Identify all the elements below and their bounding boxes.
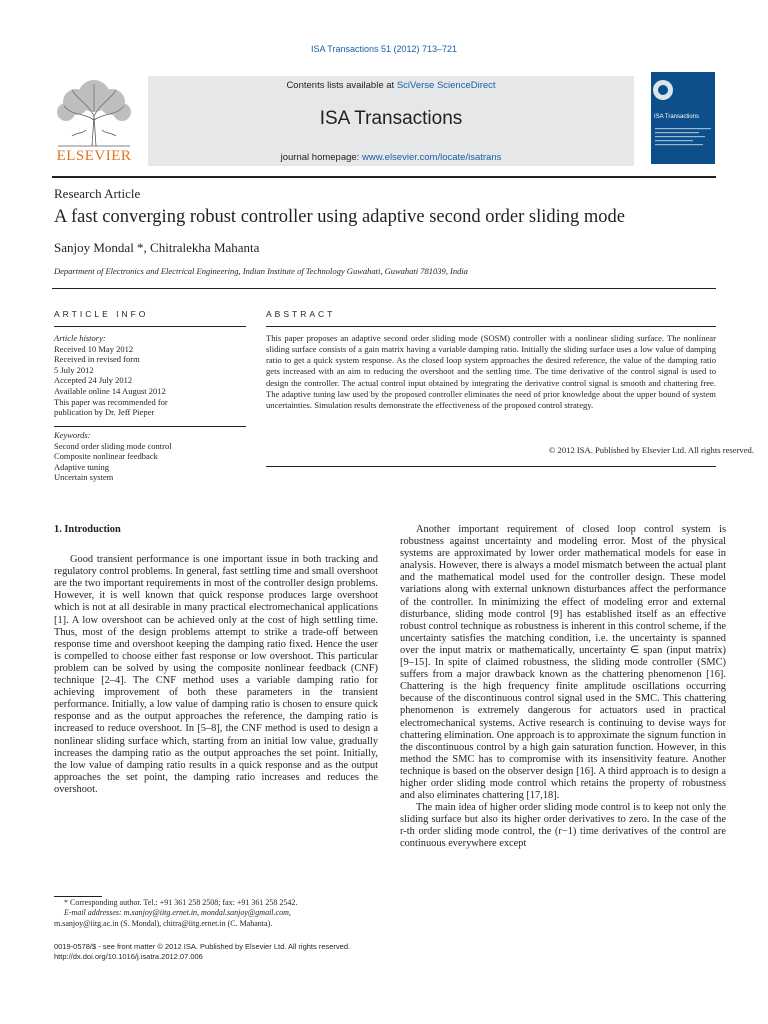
homepage-line <box>148 152 634 163</box>
homepage-prefix: journal homepage: <box>280 152 362 163</box>
abstract-heading: ABSTRACT <box>266 309 336 319</box>
author-affiliation: Department of Electronics and Electrical Engineering, Indian Institute of Technology Guwahati, Guwahati 781039, India <box>54 266 468 276</box>
keyword-item: Uncertain system <box>54 472 114 483</box>
sciencedirect-link[interactable]: SciVerse ScienceDirect <box>396 80 496 91</box>
contents-prefix: Contents lists available at <box>286 80 397 91</box>
history-item: 5 July 2012 <box>54 364 94 375</box>
history-label: Article history: <box>54 333 106 343</box>
title-divider <box>52 288 716 289</box>
history-item: Received 10 May 2012 <box>54 343 134 354</box>
keywords-divider <box>54 426 246 427</box>
journal-reference[interactable]: ISA Transactions 51 (2012) 713–721 <box>310 44 458 54</box>
abstract-text: This paper proposes an adaptive second order sliding mode (SOSM) controller with a nonlinear sliding surface. The nonlinear sliding surface consists of a gain matrix having a variable damping ratio. Initially the sliding surface uses a low value of damping ratio to get a quick system response. As the closed loop system approaches the desired reference, the value of the damping ratio gets increased with an aim to reducing the overshoot and the settling time. The time derivative of the control signal is used to design the controller. The actual control input obtained by integrating the derivative control signal is smooth and chattering free. The adaptive tuning law used by the proposed controller eliminates the need of prior knowledge about the upper bound of system uncertainties. Simulation results demonstrate the effectiveness of the proposed control strategy. <box>266 333 716 410</box>
article-info-divider <box>54 326 246 327</box>
contents-line <box>148 80 634 91</box>
introduction-heading: 1. Introduction <box>54 524 121 535</box>
author-list: Sanjoy Mondal *, Chitralekha Mahanta <box>54 240 260 255</box>
abstract-bottom-divider <box>266 466 716 467</box>
cover-title: ISA Transactions <box>654 114 700 120</box>
front-matter-info <box>54 942 474 963</box>
left-column <box>54 524 378 796</box>
keyword-item: Composite nonlinear feedback <box>54 451 158 462</box>
keywords-label: Keywords: <box>54 430 91 440</box>
email-addresses-line: m.sanjoy@iitg.ac.in (S. Mondal), chitra@iitg.ernet.in (C. Mahanta). <box>54 918 273 928</box>
header-divider <box>52 176 716 178</box>
history-item: Available online 14 August 2012 <box>54 385 166 396</box>
history-item: publication by Dr. Jeff Pieper <box>54 407 155 418</box>
body-paragraph: Good transient performance is one important issue in both tracking and regulatory control problems. In general, fast settling time and small overshoot are the two important requirements in most of the controller design problems. However, it is well known that quick response produces large overshoot which is not at all desirable in many practical electromechanical applications [1]. A low overshoot can be achieved only at the cost of high settling time. Thus, most of the design problems attempt to strike a trade-off between response time and overshoot keeping the damping ratio fixed. Hence the user is compelled to choose either fast response or low overshoot. This particular problem can be solved by using the composite nonlinear feedback (CNF) technique [2–4]. The CNF method uses a variable damping ratio for achieving improvement of both these parameters in the transient performance. Initially, a low value of damping ratio is chosen to ensure quick response and as the output approaches the reference, the damping ratio is increased to reduce overshoot. In [5–8], the CNF method is used to design a nonlinear sliding surface which, starting from an initial low value, gradually increases the damping ratio as the output approaches the set point. Initially, the low value of damping ratio results in a quick response and as the output approaches the set point, the damping ratio increases and reduces the overshoot. <box>54 554 378 795</box>
keywords-list <box>54 430 246 483</box>
corresponding-author-note: * Corresponding author. Tel.: +91 361 258 2508; fax: +91 361 258 2542. <box>64 898 298 907</box>
history-item: Accepted 24 July 2012 <box>54 375 133 386</box>
email-addresses-line: E-mail addresses: m.sanjoy@iitg.ernet.in, mondal.sanjoy@gmail.com, <box>64 908 291 918</box>
elsevier-wordmark: ELSEVIER <box>56 148 132 164</box>
keyword-item: Adaptive tuning <box>54 461 110 472</box>
right-column <box>400 524 726 851</box>
doi-link[interactable]: http://dx.doi.org/10.1016/j.isatra.2012.07.006 <box>54 952 203 962</box>
abstract-divider <box>266 326 716 327</box>
keyword-item: Second order sliding mode control <box>54 440 172 451</box>
body-paragraph: The main idea of higher order sliding mode control is to keep not only the sliding surface but also its higher order derivatives to zero. In the case of the r-th order sliding mode control, the (r−1) time derivatives of the control are continuous everywhere except <box>400 802 726 850</box>
article-history <box>54 333 246 418</box>
history-item: This paper was recommended for <box>54 396 168 407</box>
article-type: Research Article <box>54 186 141 201</box>
body-paragraph: Another important requirement of closed loop control system is robustness against uncertainty and modeling error. Most of the physical systems are approximated by lower order mathematical models for ease in analysis. However, there is always a model mismatch between the actual plant and the mathematical model used for the controller design. These model variations along with external unknown disturbances affect the performance of the controller. In minimizing the effect of modeling error and external disturbance, sliding mode control [9] has established itself as an effective robust control technique as robustness is inherent in this control scheme, if the uncertainty satisfies the matching condition, i.e. the uncertainty is spanned over the input matrix or mathematically, uncertainty ∈ span (input matrix) [9–15]. In spite of claimed robustness, the sliding mode controller (SMC) suffers from a major drawback known as the chattering phenomenon [16]. Chattering is the high frequency finite amplitude oscillations occurring because of the discontinuous control signal used in the SMC. This chattering phenomenon is extremely dangerous for actuators used in practical electromechanical systems. Active research is continuing to devise ways for chattering elimination. One approach is to approximate the signum function in the discontinuous control by a high gain saturation function. However, in this method the SMC has to compromise with its insensitivity feature. Another technique is based on the observer design [16]. A third approach is to design a higher order sliding mode control which retains the property of robustness and also eliminates chattering [17,18]. <box>400 524 726 802</box>
footnote-divider <box>54 896 102 897</box>
article-info-heading: ARTICLE INFO <box>54 309 149 319</box>
history-item: Received in revised form <box>54 354 140 365</box>
article-title: A fast converging robust controller using adaptive second order sliding mode <box>54 207 625 227</box>
journal-name: ISA Transactions <box>319 108 463 129</box>
homepage-link[interactable]: www.elsevier.com/locate/isatrans <box>361 152 502 163</box>
footnotes <box>54 898 374 929</box>
issn-line: 0019-0578/$ - see front matter © 2012 ISA. Published by Elsevier Ltd. All rights reserved. <box>54 942 351 951</box>
abstract-copyright: © 2012 ISA. Published by Elsevier Ltd. All rights reserved. <box>548 445 754 455</box>
